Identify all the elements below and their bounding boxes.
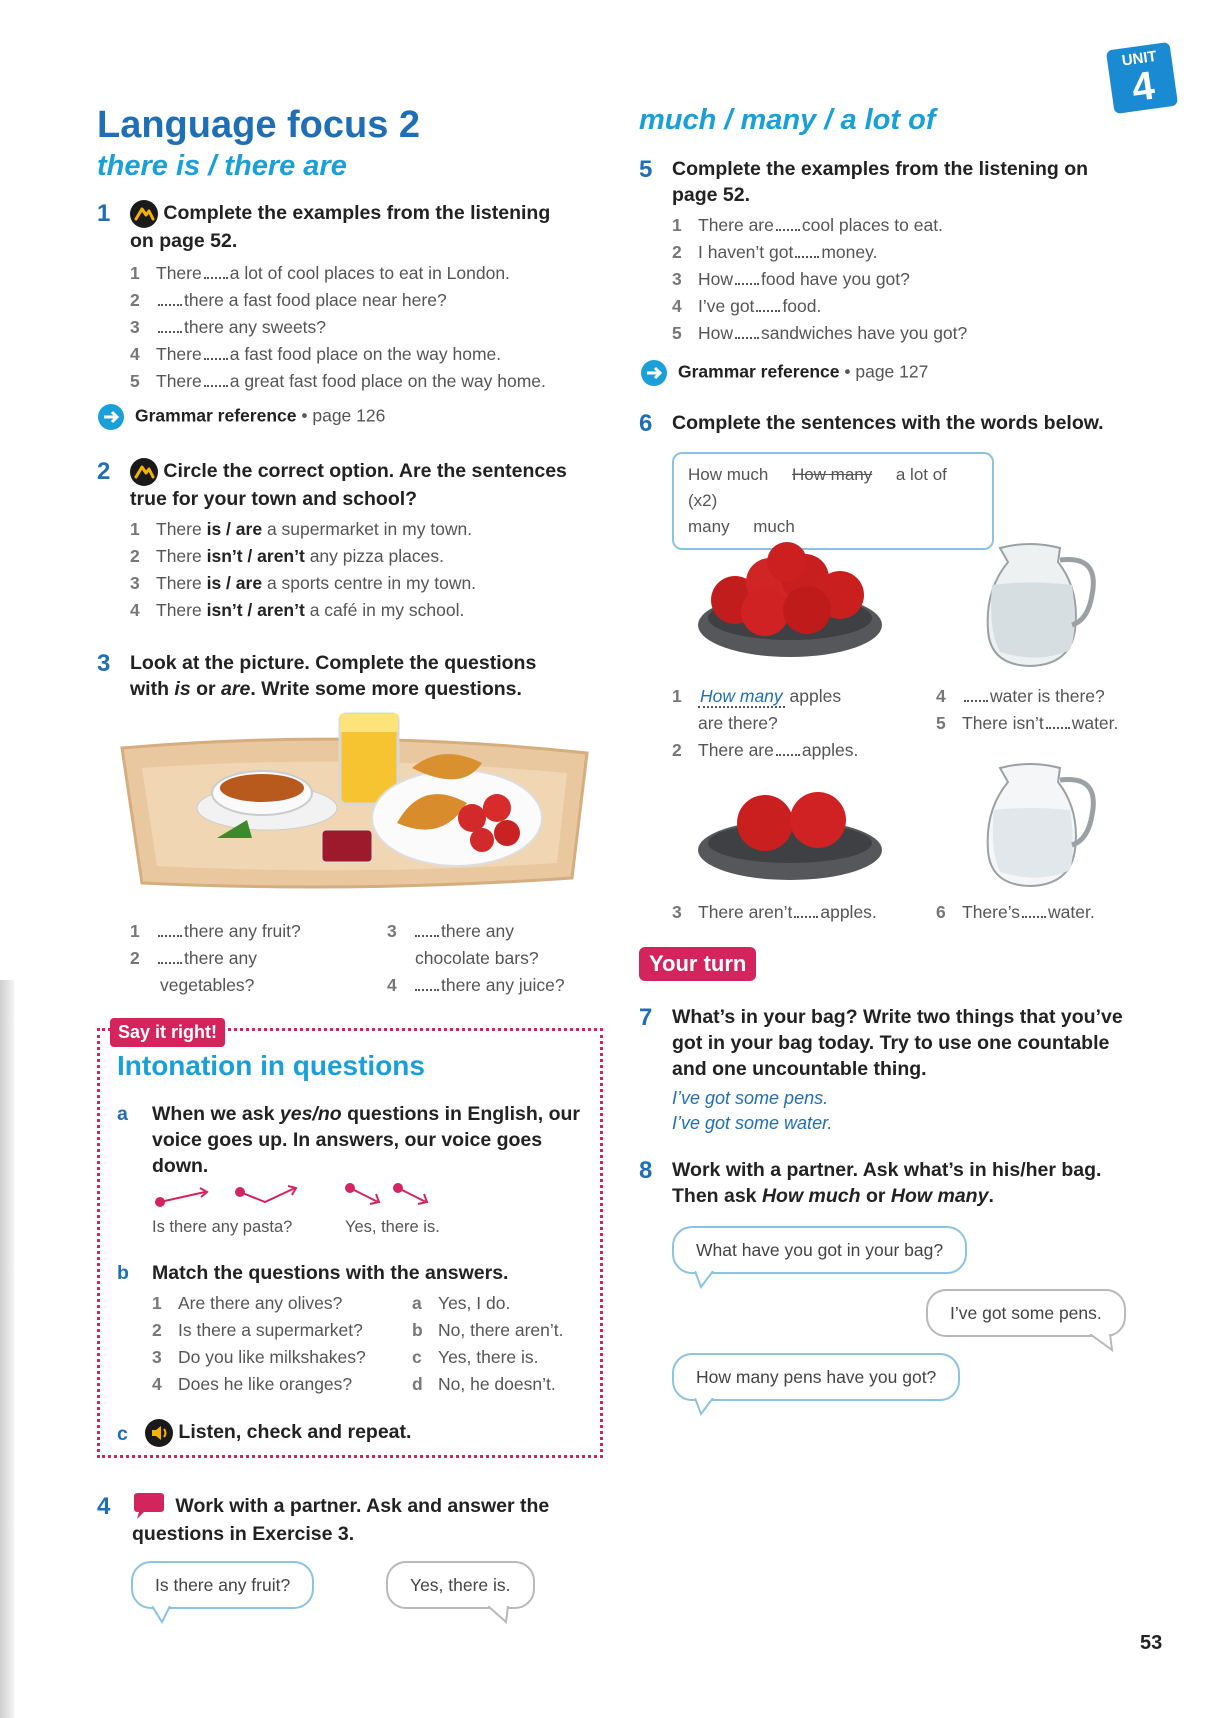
speech-bubble-tail xyxy=(695,1398,721,1416)
list-item: 6 There’s water. xyxy=(936,902,1095,922)
instruction-em: How much xyxy=(761,1185,861,1207)
breakfast-tray-image xyxy=(112,708,597,898)
answer-gap[interactable] xyxy=(1046,711,1070,729)
list-item: 1 There are cool places to eat. xyxy=(672,215,943,235)
answer-gap[interactable] xyxy=(415,973,439,991)
answer-gap[interactable] xyxy=(735,321,759,339)
list-item: 3 there any sweets? xyxy=(130,317,327,337)
unit-badge xyxy=(1106,42,1178,114)
arrow-right-icon xyxy=(640,359,668,387)
exercise-3 xyxy=(97,650,577,702)
answer-gap[interactable] xyxy=(158,288,182,306)
section-subtitle-much-many: much / many / a lot of xyxy=(639,104,936,136)
list-item: 4 There a fast food place on the way home. xyxy=(130,344,502,364)
page-number: 53 xyxy=(1140,1632,1163,1654)
section-subtitle-there-is: there is / there are xyxy=(97,150,347,182)
speech-bubble: Is there any fruit? xyxy=(131,1561,314,1609)
exercise-6 xyxy=(639,410,1119,436)
jug-little-water-image xyxy=(980,760,1100,890)
say-it-right-b: b Match the questions with the answers. xyxy=(117,1262,509,1284)
instruction-part: or xyxy=(196,678,216,700)
word: many xyxy=(688,517,730,536)
exercise-number: 8 xyxy=(639,1157,653,1184)
list-item: 4 Does he like oranges? xyxy=(152,1374,353,1394)
list-item: 3 There is / are a sports centre in my town. xyxy=(130,573,477,593)
unit-number: 4 xyxy=(1129,63,1158,111)
exercise-number: 6 xyxy=(639,410,653,437)
model-answer: I’ve got some pens. xyxy=(672,1088,829,1108)
exercise-3-items-right xyxy=(387,918,587,999)
list-item: 3 there any chocolate bars? xyxy=(387,921,539,968)
bowl-few-apples-image xyxy=(695,775,885,885)
model-answer: I’ve got some water. xyxy=(672,1113,833,1133)
speaking-icon xyxy=(132,1493,166,1521)
exercise-number: 5 xyxy=(639,156,653,183)
answer-gap[interactable] xyxy=(158,315,182,333)
exercise-number: 4 xyxy=(97,1493,111,1520)
list-item: 3 How food have you got? xyxy=(672,269,910,289)
list-item: 4 I’ve got food. xyxy=(672,296,822,316)
exercise-5 xyxy=(639,156,1119,347)
list-item: 2 There isn’t / aren’t any pizza places. xyxy=(130,546,444,566)
answer-gap[interactable] xyxy=(204,369,228,387)
instruction-em: are xyxy=(221,678,251,700)
exercise-1-items xyxy=(97,260,577,395)
speech-bubble-tail xyxy=(1090,1334,1116,1352)
list-item: 3 Do you like milkshakes? xyxy=(152,1347,366,1367)
say-it-right-a: a When we ask yes/no questions in English, our voice goes up. In answers, our voice goes down. xyxy=(117,1103,581,1177)
answer-gap[interactable] xyxy=(964,684,988,702)
jug-full-water-image xyxy=(980,540,1100,670)
exercise-number: 2 xyxy=(97,458,111,485)
bowl-many-apples-image xyxy=(695,540,885,660)
answer-gap[interactable] xyxy=(735,267,759,285)
answer-gap[interactable] xyxy=(204,261,228,279)
answer-gap[interactable] xyxy=(794,900,818,918)
intonation-falling-arrows xyxy=(340,1180,435,1212)
exercise-instruction: Complete the examples from the listening on page 52. xyxy=(672,158,1089,206)
instruction-part: Look at the picture. Complete the questions with xyxy=(130,652,537,700)
exercise-instruction: What’s in your bag? Write two things that you’ve got in your bag today. Try to use one countable and one uncountable thing. xyxy=(672,1006,1123,1080)
exercise-7 xyxy=(639,1004,1129,1136)
option-choice[interactable]: is / are xyxy=(206,573,263,593)
list-item: 5 There a great fast food place on the way home. xyxy=(130,371,546,391)
grammar-reference-link[interactable]: Grammar reference • page 127 xyxy=(640,359,928,387)
list-item: 1 How many apples are there? xyxy=(672,686,842,733)
exercise-instruction: Work with a partner. Ask and answer the questions in Exercise 3. xyxy=(132,1495,550,1545)
intonation-rising-arrows xyxy=(150,1180,305,1212)
speech-bubble-tail xyxy=(488,1606,514,1624)
list-item: 2 there any vegetables? xyxy=(130,948,257,995)
list-item: 1 Are there any olives? xyxy=(152,1293,343,1313)
exercise-6-items-4-5 xyxy=(936,683,1136,737)
speech-bubble-tail xyxy=(152,1606,178,1624)
speech-bubble: How many pens have you got? xyxy=(672,1353,960,1401)
answer-gap[interactable] xyxy=(776,213,800,231)
answer-gap[interactable] xyxy=(1022,900,1046,918)
answer-gap[interactable] xyxy=(795,240,819,258)
instruction-em: How many xyxy=(890,1185,989,1207)
item-letter: b xyxy=(117,1262,129,1284)
option-choice[interactable]: is / are xyxy=(206,519,263,539)
say-it-right-tag: Say it right! xyxy=(110,1018,225,1047)
speech-bubble: I’ve got some pens. xyxy=(926,1289,1126,1337)
exercise-number: 1 xyxy=(97,200,111,227)
instruction-em: is xyxy=(174,678,191,700)
exercise-instruction: Circle the correct option. Are the sentences true for your town and school? xyxy=(130,460,567,510)
arrow-right-icon xyxy=(97,403,125,431)
speech-bubble: What have you got in your bag? xyxy=(672,1226,967,1274)
item-letter: a xyxy=(117,1103,128,1125)
exercise-4 xyxy=(97,1493,577,1547)
option-choice[interactable]: isn’t / aren’t xyxy=(206,600,305,620)
exercise-instruction: Complete the examples from the listening on page 52. xyxy=(130,202,551,252)
audio-speaker-icon[interactable] xyxy=(145,1419,173,1447)
intonation-title: Intonation in questions xyxy=(117,1050,425,1081)
list-item: 2 Is there a supermarket? xyxy=(152,1320,363,1340)
item-letter: c xyxy=(117,1423,128,1445)
exercise-instruction: Complete the sentences with the words below. xyxy=(672,412,1104,434)
your-turn-tag: Your turn xyxy=(639,947,756,981)
page-title: Language focus 2 xyxy=(97,104,421,146)
speech-bubble-tail xyxy=(695,1271,721,1289)
exercise-6-items-1-2 xyxy=(672,683,922,764)
word: How much xyxy=(688,465,769,484)
answer-gap[interactable] xyxy=(158,919,182,937)
answer-gap[interactable] xyxy=(776,738,800,756)
speech-bubble: Yes, there is. xyxy=(386,1561,535,1609)
answer-gap[interactable] xyxy=(204,342,228,360)
listening-icon xyxy=(130,458,158,486)
list-item: 4 water is there? xyxy=(936,686,1105,706)
instruction-part: or xyxy=(865,1185,886,1207)
list-item: 1 there any fruit? xyxy=(130,921,301,941)
exercise-8: 8 Work with a partner. Ask what’s in his/her bag. Then ask How much or How many. xyxy=(639,1157,1102,1207)
grammar-reference-link[interactable]: Grammar reference • page 126 xyxy=(97,403,577,431)
word: a lot of (x2) xyxy=(688,465,947,510)
list-item: a Yes, I do. xyxy=(412,1293,511,1313)
word: much xyxy=(753,517,795,536)
answer-gap[interactable] xyxy=(756,294,780,312)
word-crossed-out: How many xyxy=(791,465,873,484)
instruction-part: Work with a partner. Ask what’s in his/her bag. Then ask xyxy=(672,1159,1102,1207)
list-item: 4 There isn’t / aren’t a café in my school. xyxy=(130,600,465,620)
list-item: 2 There are apples. xyxy=(672,740,859,760)
list-item: 1 There is / are a supermarket in my town. xyxy=(130,519,473,539)
caption-answer: Yes, there is. xyxy=(345,1218,440,1236)
page-edge-shadow xyxy=(0,980,14,1718)
unit-label: UNIT xyxy=(1120,47,1158,70)
word-box xyxy=(672,452,994,550)
answer-gap[interactable] xyxy=(415,919,439,937)
exercise-2 xyxy=(97,458,577,624)
filled-answer: How many xyxy=(700,686,783,706)
match-questions xyxy=(152,1290,402,1398)
list-item: 2 I haven’t got money. xyxy=(672,242,878,262)
list-item: d No, he doesn’t. xyxy=(412,1374,556,1394)
option-choice[interactable]: isn’t / aren’t xyxy=(206,546,305,566)
list-item: 4 there any juice? xyxy=(387,975,565,995)
exercise-number: 7 xyxy=(639,1004,653,1031)
exercise-6-item-3 xyxy=(672,899,922,926)
caption-question: Is there any pasta? xyxy=(152,1218,293,1236)
match-answers xyxy=(412,1290,592,1398)
list-item: 3 There aren’t apples. xyxy=(672,902,877,922)
list-item: 1 There a lot of cool places to eat in London. xyxy=(130,263,510,283)
exercise-3-items-left xyxy=(130,918,350,999)
list-item: 2 there a fast food place near here? xyxy=(130,290,447,310)
exercise-1 xyxy=(97,200,577,431)
list-item: 5 There isn’t water. xyxy=(936,713,1119,733)
listening-icon xyxy=(130,200,158,228)
instruction-part: . Write some more questions. xyxy=(250,678,522,700)
exercise-6-item-6 xyxy=(936,899,1136,926)
say-it-right-c: c Listen, check and repeat. xyxy=(117,1419,587,1447)
answer-gap[interactable] xyxy=(158,946,182,964)
list-item: c Yes, there is. xyxy=(412,1347,539,1367)
list-item: 5 How sandwiches have you got? xyxy=(672,323,968,343)
list-item: b No, there aren’t. xyxy=(412,1320,564,1340)
exercise-number: 3 xyxy=(97,650,111,677)
